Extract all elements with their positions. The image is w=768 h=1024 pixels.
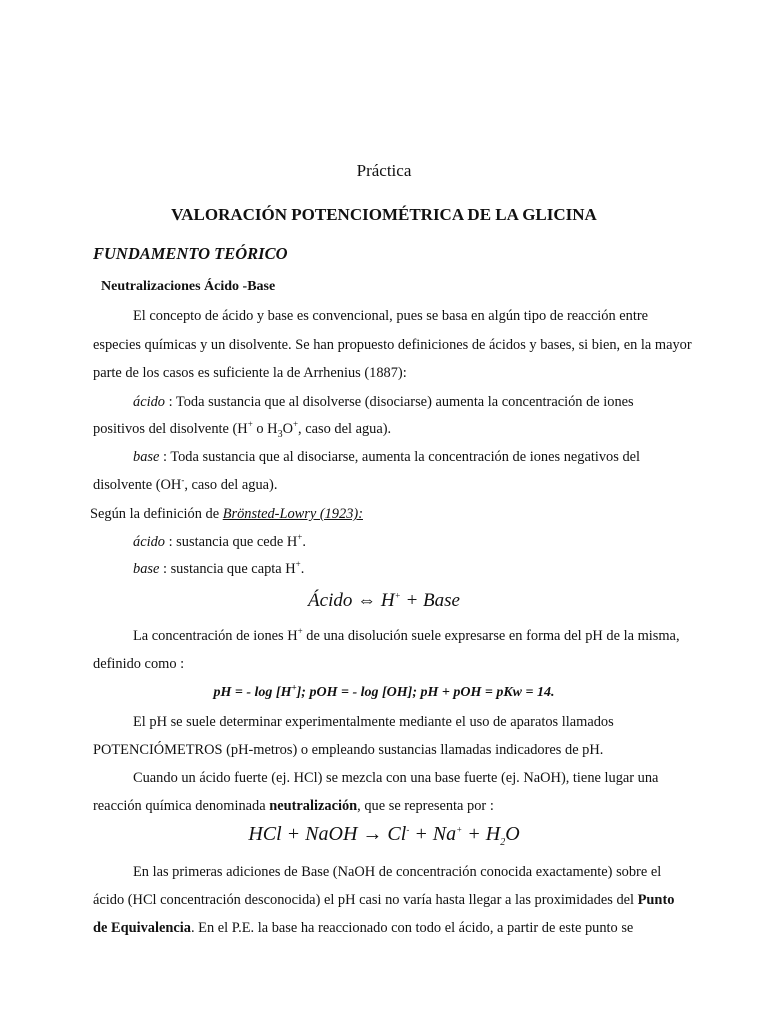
acid-term: ácido bbox=[133, 394, 165, 410]
arrhenius-acid-line-2: positivos del disolvente (H+ o $H_3O^+$, caso del agua). bbox=[93, 419, 392, 440]
paragraph-4-line-1: Cuando un ácido fuerte (ej. HCl) se mezcla con una base fuerte (ej. NaOH), tiene lugar una bbox=[133, 770, 659, 786]
paragraph-4-line-2: reacción química denominada neutralización, que se representa por : bbox=[93, 798, 494, 814]
paragraph-2-line-1: La concentración de iones H+ de una disolución suele expresarse en forma del pH de la misma, bbox=[133, 626, 680, 644]
neutralization-term: neutralización bbox=[269, 798, 358, 814]
paragraph-3-line-1: El pH se suele determinar experimentalmente mediante el uso de aparatos llamados bbox=[133, 714, 614, 730]
paragraph-5-line-1: En las primeras adiciones de Base (NaOH de concentración conocida exactamente) sobre el bbox=[133, 864, 662, 880]
section-heading: FUNDAMENTO TEÓRICO bbox=[93, 244, 288, 263]
subsection-heading: Neutralizaciones Ácido -Base bbox=[101, 279, 276, 294]
bronsted-intro: Según la definición de Brönsted-Lowry (1923): bbox=[90, 506, 363, 522]
paragraph-2-line-2: definido como : bbox=[93, 656, 185, 672]
paragraph-1-line-3: parte de los casos es suficiente la de Arrhenius (1887): bbox=[93, 365, 407, 381]
bronsted-acid-line: ácido : sustancia que cede H+. bbox=[133, 532, 306, 550]
base-term: base bbox=[133, 449, 160, 465]
ph-definition-equation: pH = - log [H+]; pOH = - log [OH]; pH + pOH = pKw = 14. bbox=[213, 682, 555, 700]
paragraph-3-line-2: POTENCIÓMETROS (pH-metros) o empleando sustancias llamadas indicadores de pH. bbox=[93, 742, 604, 758]
equivalence-point-term: de Equivalencia bbox=[93, 920, 191, 936]
bronsted-lowry-reference: Brönsted-Lowry (1923): bbox=[222, 506, 363, 522]
paragraph-5-line-2: ácido (HCl concentración desconocida) el pH casi no varía hasta llegar a las proximidades del Punto bbox=[93, 892, 675, 908]
paragraph-1-line-2: especies químicas y un disolvente. Se han propuesto definiciones de ácidos y bases, si bien, en la mayor bbox=[93, 337, 692, 353]
arrhenius-base-line-1: base : Toda sustancia que al disociarse, aumenta la concentración de iones negativos del bbox=[133, 449, 641, 465]
paragraph-1-line-1: El concepto de ácido y base es convencional, pues se basa en algún tipo de reacción entre bbox=[133, 308, 649, 324]
acid-base-equation: Ácido ⇔ H+ + Base bbox=[308, 590, 460, 611]
practice-label: Práctica bbox=[356, 161, 412, 180]
neutralization-equation: HCl + NaOH → $Cl^- + Na^+ + H_2O$ bbox=[248, 823, 520, 848]
bronsted-base-line: base : sustancia que capta H+. bbox=[133, 559, 305, 577]
paragraph-5-line-3: de Equivalencia. En el P.E. la base ha reaccionado con todo el ácido, a partir de este punto se bbox=[93, 920, 634, 936]
page-title: VALORACIÓN POTENCIOMÉTRICA DE LA GLICINA bbox=[171, 205, 597, 224]
arrhenius-base-line-2: disolvente (OH-, caso del agua). bbox=[93, 475, 278, 493]
arrhenius-acid-line-1: ácido : Toda sustancia que al disolverse (disociarse) aumenta la concentración de iones bbox=[133, 394, 634, 410]
